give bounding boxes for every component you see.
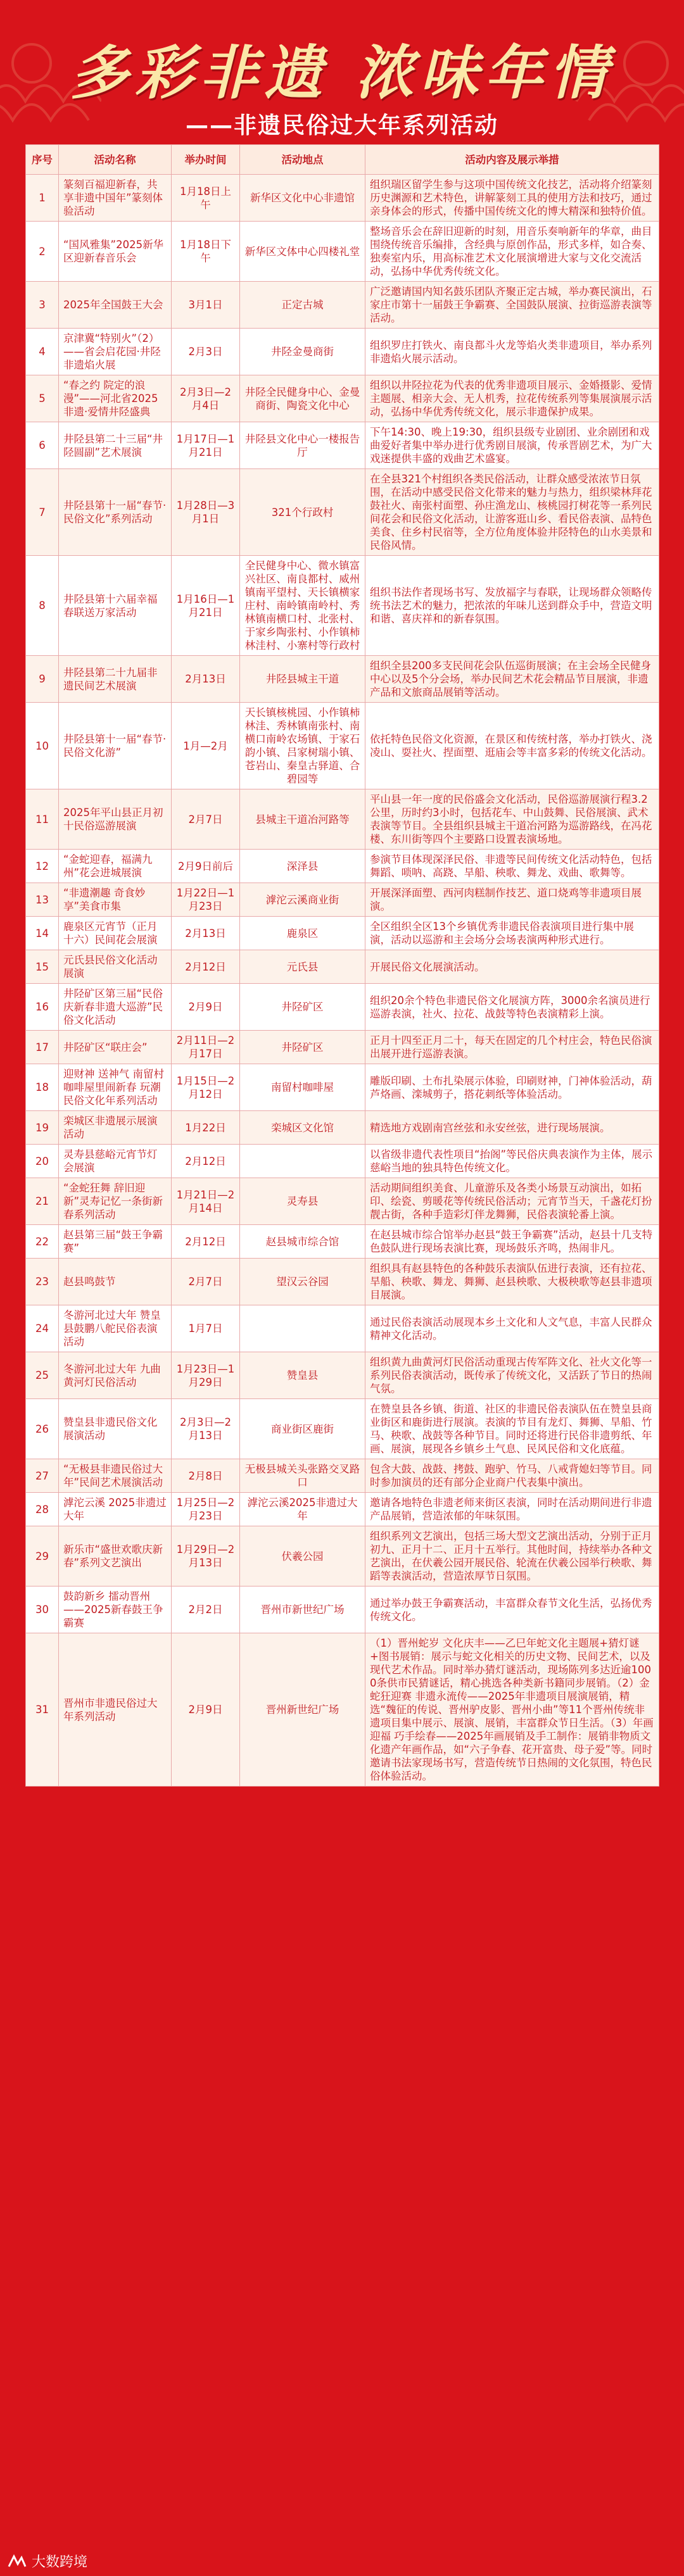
- activity-time: 2月9日前后: [172, 850, 240, 883]
- activity-time: 2月12日: [172, 1145, 240, 1178]
- row-number: 8: [26, 556, 59, 656]
- activity-place: 井陉矿区: [240, 1031, 365, 1064]
- activity-place: [240, 1305, 365, 1352]
- table-row: [26, 1352, 659, 1399]
- activity-time: 1月23日—1月29日: [172, 1352, 240, 1399]
- page-subtitle: ——非遗民俗过大年系列活动: [185, 113, 498, 139]
- row-number: 29: [26, 1526, 59, 1586]
- activity-time: 1月22日: [172, 1111, 240, 1145]
- table-row: [26, 1111, 659, 1145]
- activity-content: 组织系列文艺演出，包括三场大型文艺演出活动，分别于正月初九、正月十二、正月十五举行。其他时间，持续举办各种文艺演出，在伏羲公园开展民俗、轮流在伏羲公园举行秧歌、舞蹈等表演活动，营造浓厚节日氛围。: [365, 1526, 659, 1586]
- row-number: 28: [26, 1493, 59, 1526]
- activity-place: 栾城区文化馆: [240, 1111, 365, 1145]
- activity-content: 通过举办鼓王争霸赛活动，丰富群众春节文化生活，弘扬优秀传统文化。: [365, 1586, 659, 1633]
- activity-content: 下午14:30、晚上19:30，组织县级专业剧团、业余剧团和戏曲爱好者集中举办进行优秀剧目展演，传承晋剧艺术，为广大戏迷提供丰盛的戏曲艺术盛宴。: [365, 422, 659, 469]
- activity-place: 深泽县: [240, 850, 365, 883]
- row-number: 26: [26, 1399, 59, 1459]
- activity-content: 包含大鼓、战鼓、拷鼓、跑驴、竹马、八戒背媳妇等节目。同时参加演员的还有部分企业商户代表集中演出。: [365, 1459, 659, 1493]
- activity-content: 依托特色民俗文化资源，在景区和传统村落，举办打铁火、浇凌山、耍社火、捏面塑、逛庙会等丰富多彩的传统文化活动。: [365, 703, 659, 789]
- brand-logo-icon: [8, 2554, 27, 2569]
- activity-time: 2月12日: [172, 1225, 240, 1259]
- activity-place: 赵县城市综合馆: [240, 1225, 365, 1259]
- table-row: [26, 222, 659, 282]
- activity-name: “金蛇迎春，福满九州”花会进城展演: [59, 850, 172, 883]
- activity-place: 井陉县城主干道: [240, 656, 365, 703]
- page-header: [0, 0, 684, 139]
- row-number: 1: [26, 175, 59, 222]
- activity-time: 2月13日: [172, 917, 240, 950]
- activity-name: 2025年全国鼓王大会: [59, 282, 172, 329]
- activity-name: “无极县非遗民俗过大年”民间艺术展演活动: [59, 1459, 172, 1493]
- activity-content: 平山县一年一度的民俗盛会文化活动，民俗巡游展演行程3.2公里，历时约3小时，包括花车、中山鼓舞、民俗展演、武术表演等节目。全县组织县城主干道冶河路为巡游路线，在冯花楼、东川街等四个主要路口设置表演场地。: [365, 789, 659, 850]
- activity-content: 以省级非遗代表性项目“抬阁”等民俗庆典表演作为主体，展示慈峪当地的独具特色传统文化。: [365, 1145, 659, 1178]
- activity-content: 组织书法作者现场书写、发放福字与春联，让现场群众领略传统书法艺术的魅力，把浓浓的年味儿送到群众手中，营造文明和谐、喜庆祥和的新春氛围。: [365, 556, 659, 656]
- row-number: 9: [26, 656, 59, 703]
- activity-name: 灵寿县慈峪元宵节灯会展演: [59, 1145, 172, 1178]
- row-number: 24: [26, 1305, 59, 1352]
- activity-name: 滹沱云溪 2025非遗过大年: [59, 1493, 172, 1526]
- activity-content: 整场音乐会在辞旧迎新的时刻，用音乐奏响新年的华章，曲目围绕传统音乐编排，含经典与原创作品，形式多样，如合奏、独奏室内乐，用高标准艺术文化展演增进大家与文化交流活动，弘扬中华优秀传统文化。: [365, 222, 659, 282]
- column-header: 活动内容及展示举措: [365, 145, 659, 175]
- row-number: 22: [26, 1225, 59, 1259]
- activity-place: 伏羲公园: [240, 1526, 365, 1586]
- activity-time: 2月9日: [172, 984, 240, 1031]
- activity-place: 灵寿县: [240, 1178, 365, 1225]
- activity-content: 组织以井陉拉花为代表的优秀非遗项目展示、金婚摄影、爱情主题展、相亲大会、无人机秀，拉花传统系列等集展演展示活动，弘扬中华优秀传统文化，展示非遗保护成果。: [365, 375, 659, 422]
- table-row: [26, 850, 659, 883]
- activity-place: 天长镇核桃园、小作镇柿林洼、秀林镇南张村、南横口南岭农场镇、于家石韵小镇、吕家树瑞小镇、苍岩山、秦皇古驿道、合碧园等: [240, 703, 365, 789]
- activity-place: 正定古城: [240, 282, 365, 329]
- table-row: [26, 789, 659, 850]
- column-header: 活动地点: [240, 145, 365, 175]
- row-number: 19: [26, 1111, 59, 1145]
- activity-content: 开展民俗文化展演活动。: [365, 950, 659, 984]
- activity-content: 组织黄九曲黄河灯民俗活动重现古传军阵文化、社火文化等一系列民俗表演活动，既传承了传统文化，又活跃了节日的热闹气氛。: [365, 1352, 659, 1399]
- activity-content: 在赵县城市综合馆举办赵县“鼓王争霸赛”活动，赵县十几支特色鼓队进行现场表演比赛，现场鼓乐齐鸣，热闹非凡。: [365, 1225, 659, 1259]
- activity-name: 晋州市非遗民俗过大年系列活动: [59, 1633, 172, 1787]
- column-header: 序号: [26, 145, 59, 175]
- row-number: 17: [26, 1031, 59, 1064]
- activity-time: 2月12日: [172, 950, 240, 984]
- activity-place: 赞皇县: [240, 1352, 365, 1399]
- row-number: 27: [26, 1459, 59, 1493]
- table-row: [26, 422, 659, 469]
- table-row: [26, 1459, 659, 1493]
- activity-content: 邀请各地特色非遗老师来街区表演，同时在活动期间进行非遗产品展销，营造浓郁的年味氛围。: [365, 1493, 659, 1526]
- activity-content: 活动期间组织美食、儿童游乐及各类小场景互动演出，如拓印、绘瓷、剪暖花等传统民俗活动；元宵节当天，千盏花灯扮靓古街，各种手造彩灯伴龙舞狮，民俗表演轮番上演。: [365, 1178, 659, 1225]
- row-number: 12: [26, 850, 59, 883]
- activity-place: 无极县城关头张路交叉路口: [240, 1459, 365, 1493]
- table-row: [26, 1145, 659, 1178]
- activity-name: 井陉县第十一届“春节·民俗文化游”: [59, 703, 172, 789]
- footer-brand-name: 大数跨境: [32, 2554, 88, 2570]
- activity-content: 参演节目体现深泽民俗、非遗等民间传统文化活动特色，包括舞蹈、唢呐、高跷、旱船、秧歌、舞龙、戏曲、歌舞等。: [365, 850, 659, 883]
- activity-time: 1月25日—2月23日: [172, 1493, 240, 1526]
- activity-time: 1月22日—1月23日: [172, 883, 240, 917]
- row-number: 11: [26, 789, 59, 850]
- activity-content: 组织20余个特色非遗民俗文化展演方阵，3000余名演员进行巡游表演，社火、拉花、战鼓等特色表演精彩上演。: [365, 984, 659, 1031]
- table-row: [26, 984, 659, 1031]
- activity-name: “非遗潮趣 奇食妙享”美食市集: [59, 883, 172, 917]
- activity-name: 井陉县第二十三届“井陉圆副”艺术展演: [59, 422, 172, 469]
- activity-place: 井陉全民健身中心、金曼商街、陶瓷文化中心: [240, 375, 365, 422]
- row-number: 5: [26, 375, 59, 422]
- table-row: [26, 883, 659, 917]
- activity-content: 通过民俗表演活动展现本乡土文化和人文气息，丰富人民群众精神文化活动。: [365, 1305, 659, 1352]
- table-row: [26, 469, 659, 556]
- activity-time: 1月29日—2月13日: [172, 1526, 240, 1586]
- row-number: 4: [26, 329, 59, 375]
- row-number: 20: [26, 1145, 59, 1178]
- activity-content: 在全县321个村组织各类民俗活动，让群众感受浓浓节日氛围，在活动中感受民俗文化带来的魅力与热力，组织梁林拜花鼓社火、南张村面塑、孙庄渔龙山、核桃园打树花等一系列民间花会和民俗文化活动，让游客逛山乡、看民俗表演、品特色美食、住乡村民宿等，全方位角度体验井陉特色的山水美景和民俗风情。: [365, 469, 659, 556]
- row-number: 10: [26, 703, 59, 789]
- activity-time: 1月15日—2月12日: [172, 1064, 240, 1111]
- activity-place: 井陉矿区: [240, 984, 365, 1031]
- row-number: 25: [26, 1352, 59, 1399]
- activity-place: 井陉县文化中心一楼报告厅: [240, 422, 365, 469]
- activity-content: 组织具有赵县特色的各种鼓乐表演队伍进行表演，还有拉花、旱船、秧歌、舞龙、舞狮、赵县秧歌、大极秧歌等赵县非遗项目展演。: [365, 1259, 659, 1305]
- activity-place: 晋州新世纪广场: [240, 1633, 365, 1787]
- activity-place: 南留村咖啡屋: [240, 1064, 365, 1111]
- activity-name: 迎财神 送神气 南留村咖啡屋里闹新春 玩潮民俗文化年系列活动: [59, 1064, 172, 1111]
- activity-time: 2月11日—2月17日: [172, 1031, 240, 1064]
- activity-time: 2月3日—2月13日: [172, 1399, 240, 1459]
- column-header: 举办时间: [172, 145, 240, 175]
- activity-place: 鹿泉区: [240, 917, 365, 950]
- table-row: [26, 1305, 659, 1352]
- activity-place: 滹沱云溪2025非遗过大年: [240, 1493, 365, 1526]
- table-row: [26, 556, 659, 656]
- activity-time: 2月9日: [172, 1633, 240, 1787]
- row-number: 16: [26, 984, 59, 1031]
- activity-name: 篆刻百福迎新春，共享非遗中国年”篆刻体验活动: [59, 175, 172, 222]
- activity-place: 井陉金曼商街: [240, 329, 365, 375]
- table-row: [26, 1064, 659, 1111]
- activity-place: 元氏县: [240, 950, 365, 984]
- table-row: [26, 1633, 659, 1787]
- activity-time: 1月16日—1月21日: [172, 556, 240, 656]
- table-row: [26, 1178, 659, 1225]
- activity-name: 井陉县第十一届“春节·民俗文化”系列活动: [59, 469, 172, 556]
- activity-time: 1月18日上午: [172, 175, 240, 222]
- activity-content: 组织瑞区留学生参与这项中国传统文化技艺，活动将介绍篆刻历史渊源和艺术特色，讲解篆刻工具的使用方法和技巧，通过亲身体会的形式，传播中国传统文化的博大精深和独特价值。: [365, 175, 659, 222]
- row-number: 21: [26, 1178, 59, 1225]
- activity-content: 开展深泽面塑、西河肉糕制作技艺、道口烧鸡等非遗项目展演。: [365, 883, 659, 917]
- activity-name: “国风雅集”2025新华区迎新春音乐会: [59, 222, 172, 282]
- activity-content: 在赞皇县各乡镇、街道、社区的非遗民俗表演队伍在赞皇县商业街区和鹿街进行展演。表演的节目有龙灯、舞狮、旱船、竹马、秧歌、战鼓等各种节目。同时还将进行民俗非遗剪纸、年画、展演，展现各乡镇乡土气息、民风民俗和文化底蕴。: [365, 1399, 659, 1459]
- activity-content: 正月十四至正月二十，每天在固定的几个村庄会，特色民俗演出展开进行巡游表演。: [365, 1031, 659, 1064]
- row-number: 14: [26, 917, 59, 950]
- activity-time: 2月3日—2月4日: [172, 375, 240, 422]
- activity-name: 井陉县第二十九届非遗民间艺术展演: [59, 656, 172, 703]
- activity-content: 精选地方戏剧南宫丝弦和永安丝弦，进行现场展演。: [365, 1111, 659, 1145]
- activity-name: “春之约 院定的浪漫”——河北省2025非遗·爱情井陉盛典: [59, 375, 172, 422]
- row-number: 3: [26, 282, 59, 329]
- table-row: [26, 375, 659, 422]
- table-row: [26, 1586, 659, 1633]
- activity-time: 1月18日下午: [172, 222, 240, 282]
- activity-place: 新华区文化中心非遗馆: [240, 175, 365, 222]
- activity-name: 鼓韵新乡 擂动晋州——2025新春鼓王争霸赛: [59, 1586, 172, 1633]
- table-row: [26, 1225, 659, 1259]
- row-number: 2: [26, 222, 59, 282]
- activity-time: 2月2日: [172, 1586, 240, 1633]
- table-row: [26, 1526, 659, 1586]
- activity-content: 组织全县200多支民间花会队伍巡街展演；在主会场全民健身中心以及5个分会场，举办民间艺术花会精品节目展演，非遗产品和文旅商品展销等活动。: [365, 656, 659, 703]
- activity-table: [25, 144, 659, 1787]
- activity-name: 井陉矿区第三届“民俗庆新春非遗大巡游”民俗文化活动: [59, 984, 172, 1031]
- activity-name: 赵县第三届“鼓王争霸赛”: [59, 1225, 172, 1259]
- activity-name: 冬游河北过大年 赞皇县鼓鹏八舵民俗表演活动: [59, 1305, 172, 1352]
- activity-time: 1月—2月: [172, 703, 240, 789]
- page-title: 多彩非遗 浓味年情: [70, 39, 614, 107]
- activity-name: 冬游河北过大年 九曲黄河灯民俗活动: [59, 1352, 172, 1399]
- activity-place: 新华区文体中心四楼礼堂: [240, 222, 365, 282]
- table-row: [26, 703, 659, 789]
- activity-time: 1月17日—1月21日: [172, 422, 240, 469]
- footer-brand: [8, 2551, 87, 2571]
- row-number: 6: [26, 422, 59, 469]
- activity-content: 全区组织全区13个乡镇优秀非遗民俗表演项目进行集中展演，活动以巡游和主会场分会场表演两种形式进行。: [365, 917, 659, 950]
- table-row: [26, 282, 659, 329]
- table-row: [26, 917, 659, 950]
- table-header-row: [26, 145, 659, 175]
- activity-name: 新乐市“盛世欢歌庆新春”系列文艺演出: [59, 1526, 172, 1586]
- activity-name: 赵县鸣鼓节: [59, 1259, 172, 1305]
- activity-time: 2月13日: [172, 656, 240, 703]
- row-number: 18: [26, 1064, 59, 1111]
- activity-place: 望汉云谷园: [240, 1259, 365, 1305]
- row-number: 31: [26, 1633, 59, 1787]
- activity-time: 2月3日: [172, 329, 240, 375]
- activity-name: 井陉县第十六届幸福春联送万家活动: [59, 556, 172, 656]
- activity-time: 2月7日: [172, 789, 240, 850]
- activity-place: 滹沱云溪商业街: [240, 883, 365, 917]
- activity-content: 雕版印刷、土布扎染展示体验，印刷财神，门神体验活动，葫芦烙画、滦城剪子，搭花刺纸等体验活动。: [365, 1064, 659, 1111]
- activity-time: 3月1日: [172, 282, 240, 329]
- activity-name: 赞皇县非遗民俗文化展演活动: [59, 1399, 172, 1459]
- row-number: 13: [26, 883, 59, 917]
- table-row: [26, 950, 659, 984]
- table-row: [26, 175, 659, 222]
- activity-place: [240, 1145, 365, 1178]
- table-row: [26, 1493, 659, 1526]
- activity-name: 元氏县民俗文化活动展演: [59, 950, 172, 984]
- row-number: 15: [26, 950, 59, 984]
- activity-name: “金蛇狂舞 辞旧迎新”灵寿记忆一条街新春系列活动: [59, 1178, 172, 1225]
- activity-time: 1月28日—3月1日: [172, 469, 240, 556]
- activity-name: 鹿泉区元宵节（正月十六）民间花会展演: [59, 917, 172, 950]
- activity-time: 1月7日: [172, 1305, 240, 1352]
- activity-content: 广泛邀请国内知名鼓乐团队齐聚正定古城，举办赛民演出，石家庄市第十一届鼓王争霸赛、全国鼓队展演、拉街巡游表演等活动。: [365, 282, 659, 329]
- activity-place: 全民健身中心、微水镇富兴社区、南良都村、威州镇南平望村、天长镇横家庄村、南岭镇南岭村、秀林镇南横口村、北张村、于家乡陶张村、小作镇柿林洼村、小寨村等行政村: [240, 556, 365, 656]
- activity-place: 县城主干道冶河路等: [240, 789, 365, 850]
- activity-content: （1）晋州蛇岁 文化庆丰——乙巳年蛇文化主题展+猜灯谜+图书展销：展示与蛇文化相关的历史文物、民间艺术，以及现代艺术作品。同时举办猜灯谜活动，现场陈列多达近逾1000条供市民猜谜话，精心挑选各种类新书籍同步展销。（2）金蛇狂迎赛 非遗永流传——2025年非遗项目展演展销，精选“魏征的传说、晋州驴皮影、晋州小曲”等11个晋州传统非遗项目集中展示、展演、展销，丰富群众节日生活。（3）年画迎福 巧手绘春——2025年画展销及手工制作：展销非物质文化遗产年画作品，如“六子争春、花开富贵、母子爱”等。同时邀请书法家现场书写，营造传统节日热闹的文化氛围，特色民俗体验活动。: [365, 1633, 659, 1787]
- activity-time: 2月7日: [172, 1259, 240, 1305]
- activity-time: 1月21日—2月14日: [172, 1178, 240, 1225]
- row-number: 30: [26, 1586, 59, 1633]
- row-number: 7: [26, 469, 59, 556]
- activity-name: 京津冀“特别火”（2）——省会启花园·井陉非遗焰火展: [59, 329, 172, 375]
- table-row: [26, 656, 659, 703]
- activity-place: 321个行政村: [240, 469, 365, 556]
- table-row: [26, 1031, 659, 1064]
- column-header: 活动名称: [59, 145, 172, 175]
- table-row: [26, 1259, 659, 1305]
- activity-name: 井陉矿区“联庄会”: [59, 1031, 172, 1064]
- activity-place: 商业街区鹿街: [240, 1399, 365, 1459]
- activity-table-card: [25, 144, 659, 1787]
- activity-place: 晋州市新世纪广场: [240, 1586, 365, 1633]
- activity-name: 栾城区非遗展示展演活动: [59, 1111, 172, 1145]
- table-row: [26, 1399, 659, 1459]
- activity-content: 组织罗庄打铁火、南良都斗火龙等焰火类非遗项目，举办系列非遗焰火展示活动。: [365, 329, 659, 375]
- table-row: [26, 329, 659, 375]
- activity-time: 2月8日: [172, 1459, 240, 1493]
- row-number: 23: [26, 1259, 59, 1305]
- activity-name: 2025年平山县正月初十民俗巡游展演: [59, 789, 172, 850]
